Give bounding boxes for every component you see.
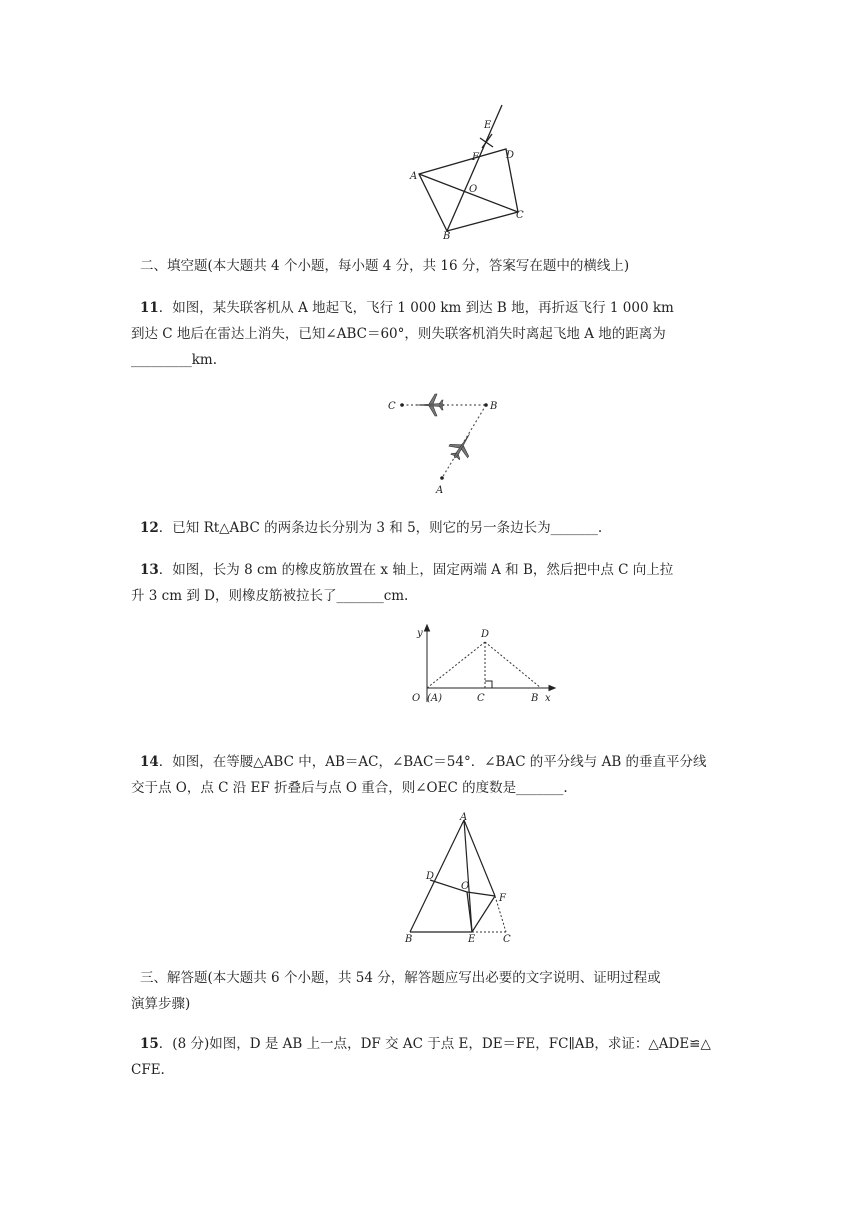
q15-line2: CFE. [131,1062,165,1078]
label-O: O [469,184,478,195]
label-D: D [426,871,435,882]
label-B: B [490,401,498,412]
label-A: A [410,171,418,182]
q11-number: 11 [140,300,159,316]
label-O: O [461,881,470,892]
q14-number: 14 [140,754,159,770]
q13-number: 13 [140,562,159,578]
figure-q10 [400,100,540,240]
q12: 12．已知 Rt△ABC 的两条边长分别为 3 和 5，则它的另一条边长为_______. [140,520,603,536]
label-C: C [388,401,396,412]
label-A: A [436,485,444,496]
q13-line1: 13．如图，长为 8 cm 的橡皮筋放置在 x 轴上，固定两端 A 和 B，然后把中点 C 向上拉 [140,562,674,578]
label-A: A [460,812,468,823]
figure-q11 [384,390,504,498]
label-D: D [506,150,515,161]
label-B: B [405,934,413,945]
label-F: F [499,893,506,904]
label-C: C [503,934,511,945]
label-x: x [545,693,551,704]
q14-line1: 14．如图，在等腰△ABC 中，AB＝AC，∠BAC＝54°．∠BAC 的平分线与 AB 的垂直平分线 [140,754,707,770]
label-B: B [531,693,539,704]
q14-line2: 交于点 O，点 C 沿 EF 折叠后与点 O 重合，则∠OEC 的度数是_______. [131,780,568,796]
airplane-icon [416,394,444,416]
figure-q13 [405,622,560,707]
label-C: C [516,210,524,221]
label-O: O [412,693,421,704]
q11-line3: _________km. [131,352,218,368]
airplane-icon [445,428,478,463]
section-2-heading: 二、填空题(本大题共 4 个小题，每小题 4 分，共 16 分，答案写在题中的横线上) [140,258,630,274]
q12-number: 12 [140,520,159,536]
label-A: (A) [427,693,443,704]
label-F: F [472,152,479,163]
section-3-heading-line2: 演算步骤) [131,996,191,1012]
q11-line2: 到达 C 地后在雷达上消失，已知∠ABC＝60°，则失联客机消失时离起飞地 A 地的距离为 [131,326,666,342]
label-C: C [477,693,485,704]
label-E: E [484,120,492,131]
q13-line2: 升 3 cm 到 D，则橡皮筋被拉长了_______cm. [131,588,409,604]
label-y: y [417,628,423,639]
q15-line1: 15．(8 分)如图，D 是 AB 上一点，DF 交 AC 于点 E，DE＝FE，FC∥AB，求证：△ADE≌△ [140,1036,711,1052]
q15-number: 15 [140,1036,159,1052]
label-D: D [481,629,490,640]
q11-line1: 11．如图，某失联客机从 A 地起飞，飞行 1 000 km 到达 B 地，再折返飞行 1 000 km [140,300,674,316]
label-B: B [443,231,451,240]
section-3-heading-line1: 三、解答题(本大题共 6 个小题，共 54 分，解答题应写出必要的文字说明、证明过程或 [140,970,661,986]
figure-q14 [400,812,520,952]
label-E: E [468,934,476,945]
